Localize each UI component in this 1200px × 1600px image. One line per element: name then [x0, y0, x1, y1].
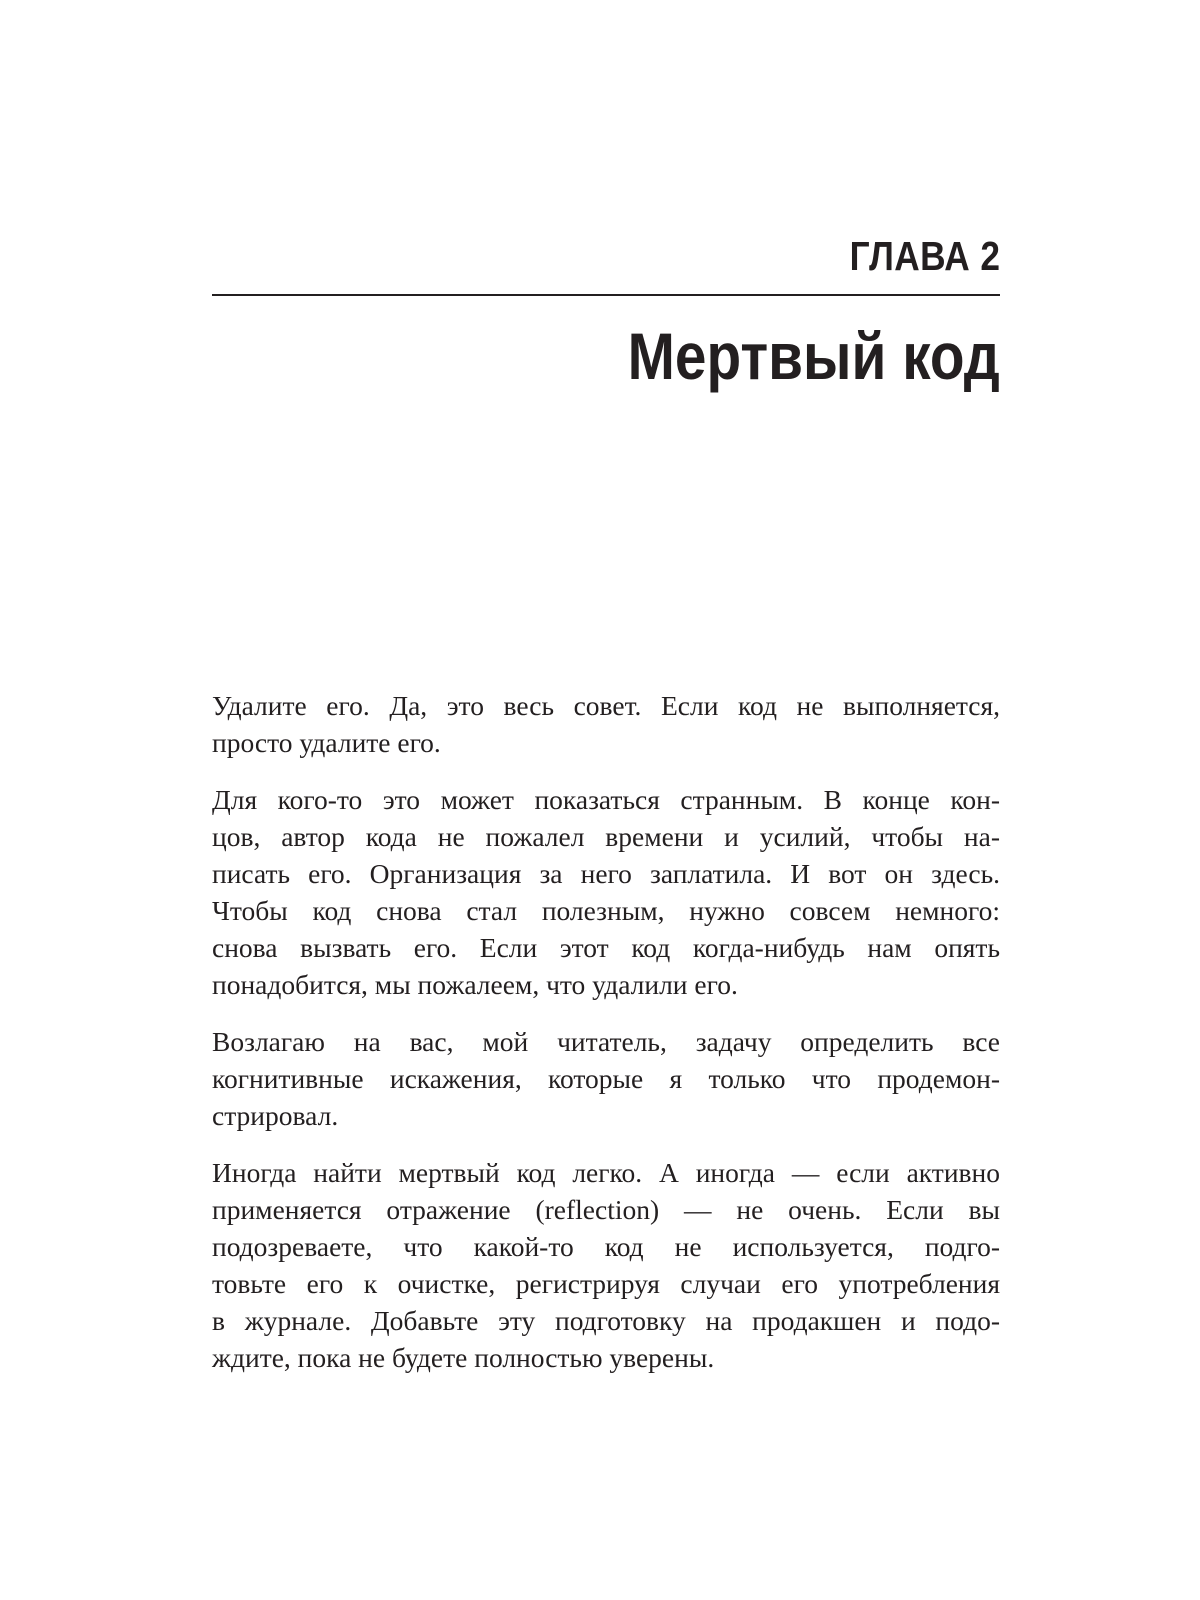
- text-line: Для кого-то это может показаться странным. В конце кон-: [212, 784, 1000, 815]
- text-line: применяется отражение (reflection) — не очень. Если вы: [212, 1194, 1000, 1225]
- paragraph: [212, 1154, 1000, 1376]
- text-line: понадобится, мы пожалеем, что удалили его.: [212, 969, 738, 1000]
- text-line: товьте его к очистке, регистрируя случаи его употребления: [212, 1268, 1000, 1299]
- body-text: [212, 687, 1000, 1396]
- chapter-divider: [212, 294, 1000, 296]
- text-line: подозреваете, что какой-то код не используется, подго-: [212, 1231, 1000, 1262]
- paragraph: [212, 781, 1000, 1003]
- text-line: снова вызвать его. Если этот код когда-нибудь нам опять: [212, 932, 1000, 963]
- chapter-label: ГЛАВА 2: [849, 233, 1000, 279]
- text-line: просто удалите его.: [212, 727, 441, 758]
- text-line: Чтобы код снова стал полезным, нужно совсем немного:: [212, 895, 1000, 926]
- text-line: в журнале. Добавьте эту подготовку на продакшен и подо-: [212, 1305, 1000, 1336]
- text-line: ждите, пока не будете полностью уверены.: [212, 1342, 715, 1373]
- text-line: когнитивные искажения, которые я только что продемон-: [212, 1063, 1000, 1094]
- text-line: Удалите его. Да, это весь совет. Если код не выполняется,: [212, 690, 1000, 721]
- text-line: стрировал.: [212, 1100, 339, 1131]
- paragraph: [212, 687, 1000, 761]
- text-line: цов, автор кода не пожалел времени и усилий, чтобы на-: [212, 821, 1000, 852]
- text-line: Иногда найти мертвый код легко. А иногда — если активно: [212, 1157, 1000, 1188]
- text-line: Возлагаю на вас, мой читатель, задачу определить все: [212, 1026, 1000, 1057]
- chapter-title: Мертвый код: [627, 319, 1000, 393]
- paragraph: [212, 1023, 1000, 1134]
- text-line: писать его. Организация за него заплатила. И вот он здесь.: [212, 858, 1000, 889]
